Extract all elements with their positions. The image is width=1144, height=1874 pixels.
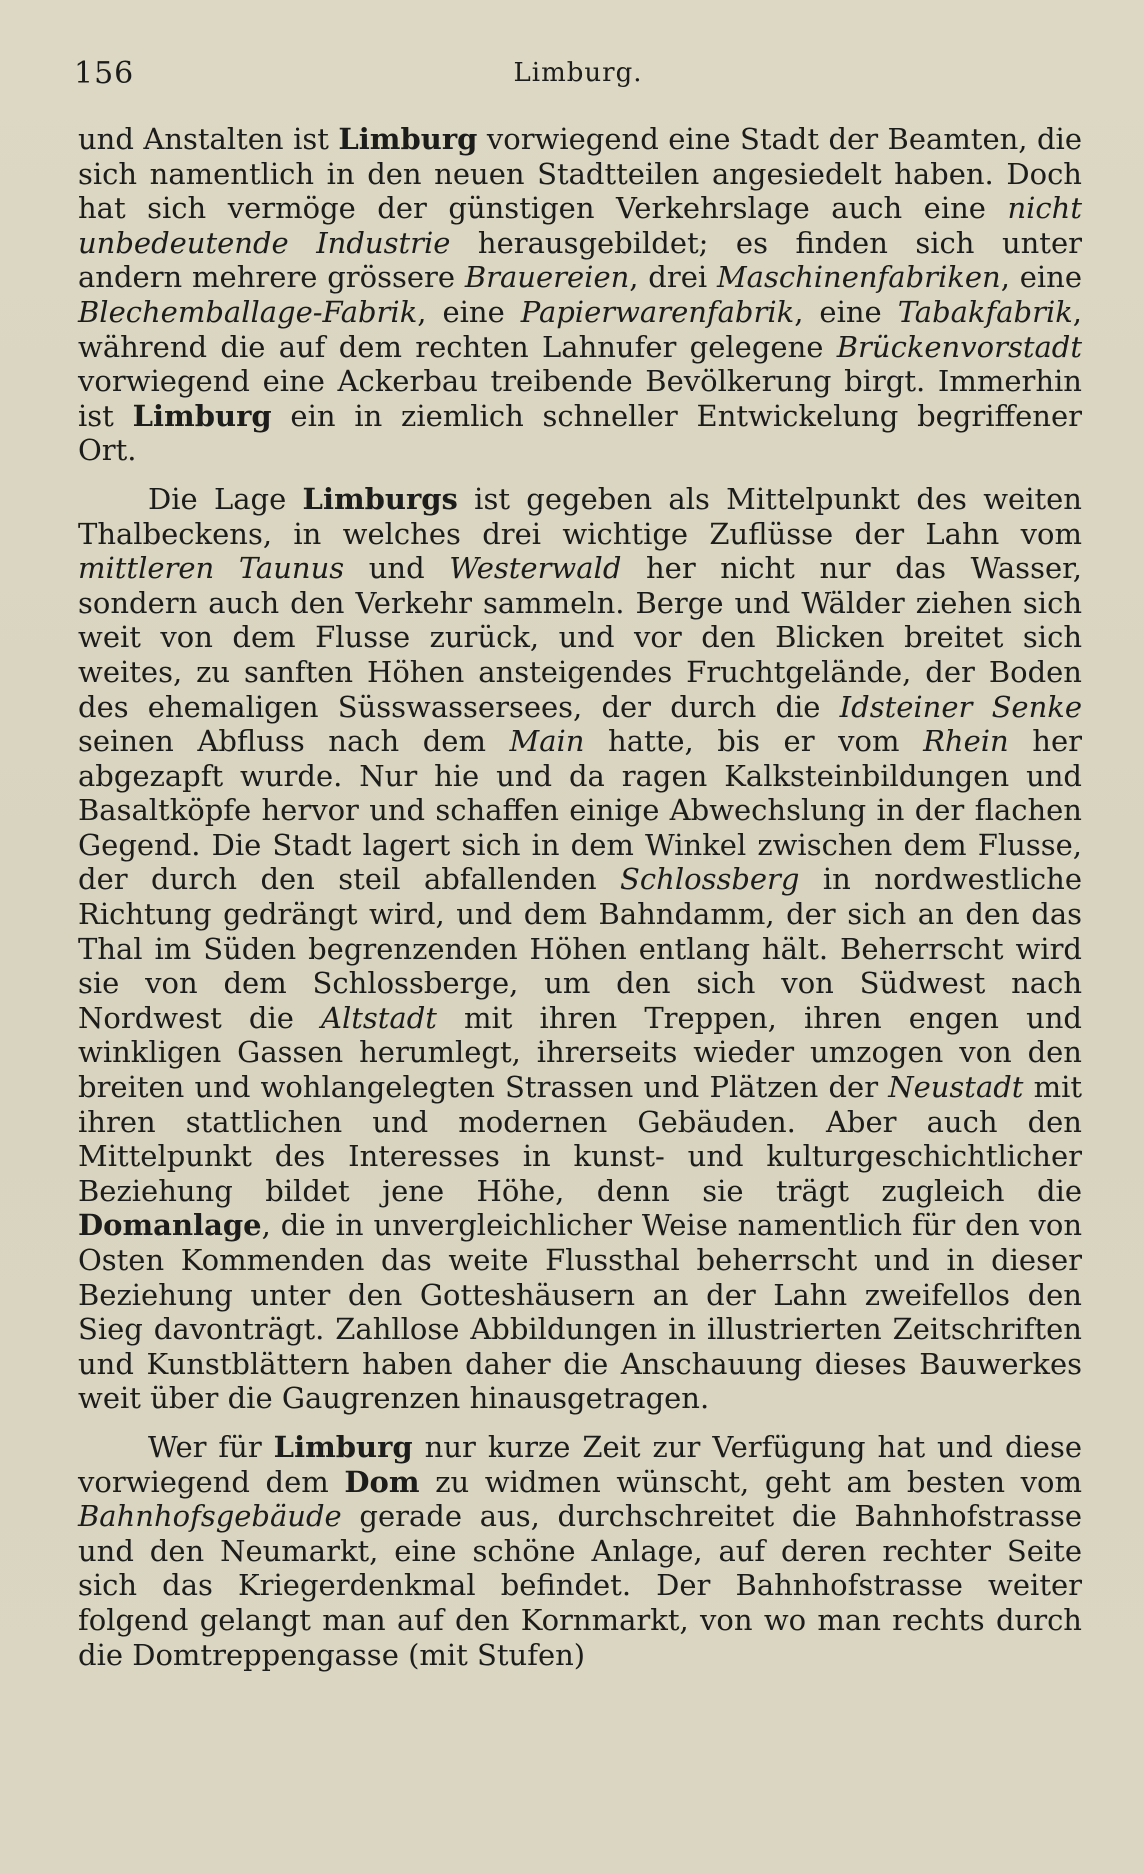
text-run: mit ihren Treppen, ihren engen und winkligen Gassen herumlegt, ihrerseits wieder umzogen von den breiten und wohlangelegten Strassen und Plätzen der — [78, 1000, 1082, 1105]
page-number: 156 — [74, 56, 135, 91]
emphasized-term: Rhein — [923, 724, 1009, 759]
text-run: nur kurze Zeit zur Verfügung hat und diese vorwiegend dem — [78, 1429, 1082, 1499]
text-run: , eine — [794, 294, 898, 329]
emphasized-term: Neustadt — [888, 1070, 1024, 1105]
text-run: und Anstalten ist — [78, 122, 339, 156]
bold-term: Limburg — [338, 122, 478, 156]
emphasized-term: Westerwald — [449, 551, 622, 586]
emphasized-term: Tabakfabrik — [897, 294, 1073, 329]
text-run: her abgezapft wurde. Nur hie und da ragen Kalksteinbildungen und Basaltköpfe hervor und schaffen einige Abwechslung in der flachen Gegend. Die Stadt lagert sich in dem Winkel zwischen dem Flusse, der durch den steil abfallenden — [78, 724, 1082, 897]
bold-term: Domanlage — [78, 1208, 262, 1243]
bold-term: Dom — [344, 1464, 420, 1499]
emphasized-term: Brückenvorstadt — [836, 329, 1082, 364]
text-run: Die Lage — [148, 481, 303, 516]
paragraph — [78, 122, 1082, 468]
running-title: Limburg. — [513, 58, 643, 88]
emphasized-term: mittleren Taunus — [78, 551, 345, 586]
bold-term: Limburgs — [302, 481, 458, 516]
emphasized-term: Altstadt — [321, 1000, 437, 1035]
bold-term: Limburg — [273, 1429, 413, 1464]
text-run: , eine — [1000, 260, 1082, 295]
text-run: ist gegeben als Mittelpunkt des weiten Thalbeckens, in welches drei wichtige Zuflüsse der Lahn vom — [78, 481, 1082, 551]
text-run: Wer für — [148, 1429, 274, 1464]
body-text — [78, 122, 1082, 1672]
text-run: und — [344, 551, 450, 586]
text-run: , die in unvergleichlicher Weise namentlich für den von Osten Kommenden das weite Flussthal beherrscht und in dieser Beziehung unter den Gotteshäusern an der Lahn zweifellos den Sieg davonträgt. Zahllose Abbildungen in illustrierten Zeitschriften und Kunstblättern haben daher die Anschauung dieses Bauwerkes weit über die Gaugrenzen hinausgetragen. — [78, 1208, 1082, 1416]
emphasized-term: Blechemballage-Fabrik — [78, 294, 418, 329]
emphasized-term: Brauereien — [464, 260, 630, 295]
page-header — [74, 56, 1082, 96]
text-run: hatte, bis er vom — [584, 724, 924, 759]
text-run: zu widmen wünscht, geht am besten vom — [419, 1464, 1082, 1499]
paragraph — [78, 1430, 1082, 1672]
text-run: seinen Abfluss nach dem — [78, 724, 510, 759]
text-run: mit ihren stattlichen und modernen Gebäuden. Aber auch den Mittelpunkt des Interesses in kunst- und kulturgeschichtlicher Beziehung bildet jene Höhe, denn sie trägt zugleich die — [78, 1070, 1083, 1208]
emphasized-term: Schlossberg — [620, 862, 800, 897]
text-run: her nicht nur das Wasser, sondern auch den Verkehr sammeln. Berge und Wälder ziehen sich weit von dem Flusse zurück, und vor den Blicken breitet sich weites, zu sanften Höhen ansteigendes Fruchtgelände, der Boden des ehemaligen Süsswassersees, der durch die — [78, 551, 1083, 724]
text-run: gerade aus, durchschreitet die Bahnhofstrasse und den Neumarkt, eine schöne Anlage, auf deren rechter Seite sich das Kriegerdenkmal befindet. Der Bahnhofstrasse weiter folgend gelangt man auf den Kornmarkt, von wo man rechts durch die Domtreppengasse (mit Stufen) — [78, 1499, 1082, 1672]
emphasized-term: nicht unbedeutende Industrie — [78, 191, 1082, 260]
emphasized-term: Papierwarenfabrik — [520, 294, 795, 329]
emphasized-term: Maschinenfabriken — [716, 260, 1001, 295]
emphasized-term: Idsteiner Senke — [839, 689, 1083, 724]
text-run: , eine — [417, 294, 521, 329]
text-run: herausgebildet; es finden sich unter andern mehrere grössere — [78, 225, 1082, 295]
text-run: , während die auf dem rechten Lahnufer gelegene — [78, 294, 1083, 364]
bold-term: Limburg — [132, 398, 272, 433]
text-run: vorwiegend eine Stadt der Beamten, die sich namentlich in den neuen Stadtteilen angesiedelt haben. Doch hat sich vermöge der günstigen Verkehrslage auch eine — [78, 122, 1082, 226]
text-run: vorwiegend eine Ackerbau treibende Bevölkerung birgt. Immerhin ist — [78, 364, 1082, 433]
paragraph — [78, 482, 1082, 1416]
text-run: , drei — [629, 260, 717, 295]
emphasized-term: Bahnhofsgebäude — [78, 1499, 342, 1534]
text-run: in nordwestliche Richtung gedrängt wird, und dem Bahndamm, der sich an den das Thal im Süden begrenzenden Höhen entlang hält. Beherrscht wird sie von dem Schlossberge, um den sich von Südwest nach Nordwest die — [78, 862, 1082, 1035]
text-run: ein in ziemlich schneller Entwickelung begriffener Ort. — [78, 398, 1082, 468]
emphasized-term: Main — [509, 724, 585, 759]
